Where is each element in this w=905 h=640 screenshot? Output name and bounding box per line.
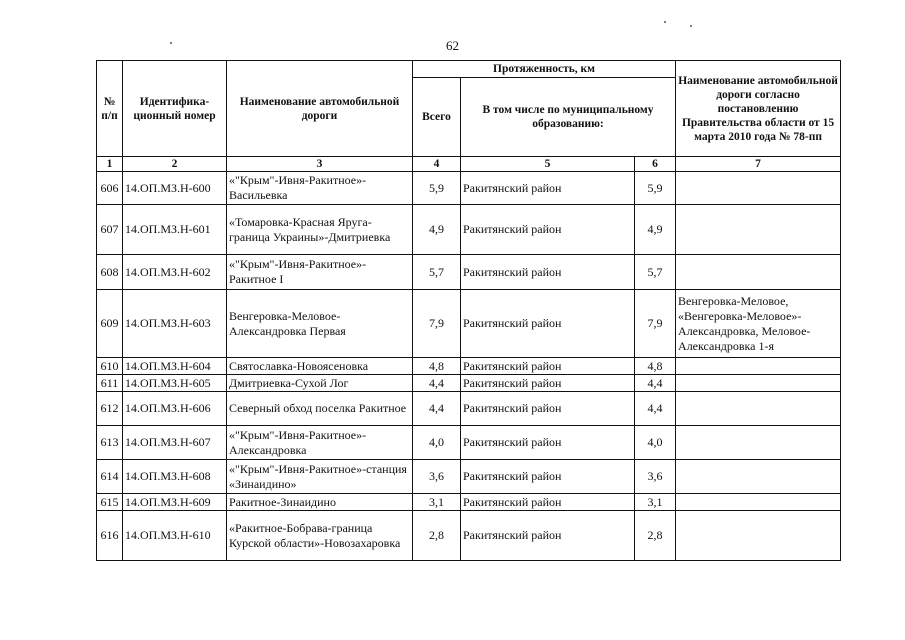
road-decree-name: [676, 172, 841, 205]
road-district-length: 4,4: [635, 375, 676, 392]
road-district: Ракитянский район: [461, 205, 635, 255]
road-total-length: 4,4: [413, 392, 461, 426]
table-row: [97, 460, 841, 494]
row-number: 614: [97, 460, 123, 494]
road-total-length: 4,9: [413, 205, 461, 255]
row-number: 607: [97, 205, 123, 255]
column-number: 5: [461, 157, 635, 172]
road-total-length: 3,6: [413, 460, 461, 494]
road-district-length: 2,8: [635, 511, 676, 561]
road-total-length: 5,7: [413, 255, 461, 290]
road-district: Ракитянский район: [461, 426, 635, 460]
table-row: [97, 375, 841, 392]
column-number: 1: [97, 157, 123, 172]
road-id: 14.ОП.МЗ.Н-602: [123, 255, 227, 290]
road-id: 14.ОП.МЗ.Н-608: [123, 460, 227, 494]
header-municipal: В том числе по муниципальному образованию:: [461, 78, 676, 157]
road-total-length: 2,8: [413, 511, 461, 561]
table-row: [97, 172, 841, 205]
road-district: Ракитянский район: [461, 392, 635, 426]
header-decree-name: Наименование автомобильной дороги согласно постановлению Правительства области от 15 марта 2010 года № 78-пп: [676, 61, 841, 157]
table-row: [97, 392, 841, 426]
header-num: № п/п: [97, 61, 123, 157]
road-district-length: 4,8: [635, 358, 676, 375]
road-district-length: 4,0: [635, 426, 676, 460]
table-row: [97, 511, 841, 561]
row-number: 611: [97, 375, 123, 392]
table-row: [97, 358, 841, 375]
road-district-length: 5,7: [635, 255, 676, 290]
road-name: Венгеровка-Меловое-Александровка Первая: [227, 290, 413, 358]
column-number: 6: [635, 157, 676, 172]
road-id: 14.ОП.МЗ.Н-610: [123, 511, 227, 561]
road-district: Ракитянский район: [461, 511, 635, 561]
column-number: 3: [227, 157, 413, 172]
road-name: Ракитное-Зинаидино: [227, 494, 413, 511]
road-id: 14.ОП.МЗ.Н-603: [123, 290, 227, 358]
road-district-length: 4,4: [635, 392, 676, 426]
road-id: 14.ОП.МЗ.Н-604: [123, 358, 227, 375]
road-district: Ракитянский район: [461, 255, 635, 290]
road-district-length: 5,9: [635, 172, 676, 205]
road-decree-name: Венгеровка-Меловое, «Венгеровка-Меловое»-Александровка, Меловое-Александровка 1-я: [676, 290, 841, 358]
road-name: «"Крым"-Ивня-Ракитное»-Васильевка: [227, 172, 413, 205]
scan-speck: [690, 25, 692, 27]
table-row: [97, 205, 841, 255]
header-name: Наименование автомобильной дороги: [227, 61, 413, 157]
table-row: [97, 426, 841, 460]
table-row: [97, 290, 841, 358]
road-decree-name: [676, 511, 841, 561]
column-number-row: [97, 157, 841, 172]
road-district: Ракитянский район: [461, 358, 635, 375]
header-total: Всего: [413, 78, 461, 157]
page-number: 62: [446, 38, 459, 53]
road-district-length: 3,6: [635, 460, 676, 494]
header-row: [97, 61, 841, 78]
road-id: 14.ОП.МЗ.Н-607: [123, 426, 227, 460]
road-name: «"Крым"-Ивня-Ракитное»-Александровка: [227, 426, 413, 460]
road-district: Ракитянский район: [461, 494, 635, 511]
road-id: 14.ОП.МЗ.Н-606: [123, 392, 227, 426]
header-length-group: Протяженность, км: [413, 61, 676, 78]
roads-table: [96, 60, 841, 561]
road-name: «"Крым"-Ивня-Ракитное»-станция «Зинаидино»: [227, 460, 413, 494]
road-district: Ракитянский район: [461, 290, 635, 358]
row-number: 608: [97, 255, 123, 290]
road-id: 14.ОП.МЗ.Н-600: [123, 172, 227, 205]
road-decree-name: [676, 460, 841, 494]
road-id: 14.ОП.МЗ.Н-605: [123, 375, 227, 392]
row-number: 606: [97, 172, 123, 205]
road-district: Ракитянский район: [461, 375, 635, 392]
road-decree-name: [676, 392, 841, 426]
column-number: 7: [676, 157, 841, 172]
road-total-length: 4,4: [413, 375, 461, 392]
road-name: «Ракитное-Бобрава-граница Курской области»-Новозахаровка: [227, 511, 413, 561]
road-district-length: 3,1: [635, 494, 676, 511]
road-decree-name: [676, 255, 841, 290]
table-row: [97, 255, 841, 290]
road-total-length: 4,0: [413, 426, 461, 460]
road-district: Ракитянский район: [461, 172, 635, 205]
road-name: Святославка-Новоясеновка: [227, 358, 413, 375]
scan-speck: [664, 21, 666, 23]
table-row: [97, 494, 841, 511]
road-decree-name: [676, 205, 841, 255]
scan-speck: [170, 42, 172, 44]
road-name: Северный обход поселка Ракитное: [227, 392, 413, 426]
header-id: Идентифика-ционный номер: [123, 61, 227, 157]
road-district-length: 4,9: [635, 205, 676, 255]
road-district-length: 7,9: [635, 290, 676, 358]
column-number: 2: [123, 157, 227, 172]
row-number: 610: [97, 358, 123, 375]
road-name: Дмитриевка-Сухой Лог: [227, 375, 413, 392]
road-total-length: 4,8: [413, 358, 461, 375]
road-decree-name: [676, 358, 841, 375]
road-total-length: 3,1: [413, 494, 461, 511]
road-decree-name: [676, 426, 841, 460]
row-number: 612: [97, 392, 123, 426]
road-decree-name: [676, 494, 841, 511]
row-number: 609: [97, 290, 123, 358]
road-name: «"Крым"-Ивня-Ракитное»-Ракитное I: [227, 255, 413, 290]
road-id: 14.ОП.МЗ.Н-609: [123, 494, 227, 511]
road-name: «Томаровка-Красная Яруга-граница Украины»-Дмитриевка: [227, 205, 413, 255]
row-number: 616: [97, 511, 123, 561]
column-number: 4: [413, 157, 461, 172]
road-district: Ракитянский район: [461, 460, 635, 494]
row-number: 615: [97, 494, 123, 511]
road-decree-name: [676, 375, 841, 392]
road-total-length: 7,9: [413, 290, 461, 358]
road-total-length: 5,9: [413, 172, 461, 205]
road-id: 14.ОП.МЗ.Н-601: [123, 205, 227, 255]
row-number: 613: [97, 426, 123, 460]
